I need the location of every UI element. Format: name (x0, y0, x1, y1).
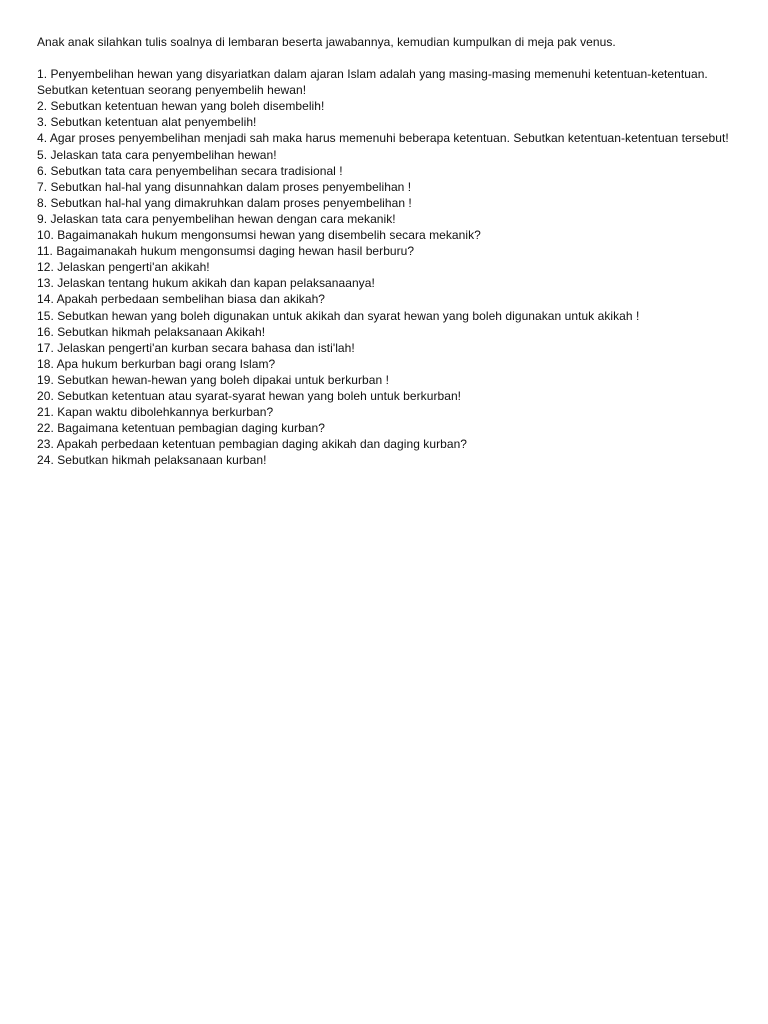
question-item (37, 324, 737, 340)
question-text: Jelaskan pengerti'an akikah! (57, 260, 210, 275)
question-item (37, 114, 737, 130)
question-item (37, 66, 737, 98)
question-text: Jelaskan tata cara penyembelihan hewan dengan cara mekanik! (50, 211, 396, 226)
question-item (37, 340, 737, 356)
question-number: 8. (37, 195, 48, 210)
question-item (37, 452, 737, 468)
question-text: Jelaskan tentang hukum akikah dan kapan pelaksanaanya! (57, 276, 375, 291)
question-number: 13. (37, 276, 54, 291)
question-number: 1. (37, 67, 48, 82)
question-item (37, 130, 737, 146)
question-text: Sebutkan ketentuan atau syarat-syarat hewan yang boleh untuk berkurban! (57, 388, 462, 403)
document-body (37, 34, 737, 468)
question-number: 4. (37, 131, 48, 146)
question-text: Sebutkan tata cara penyembelihan secara tradisional ! (50, 163, 343, 178)
question-text: Penyembelihan hewan yang disyariatkan dalam ajaran Islam adalah yang masing-masing memenuhi ketentuan-ketentuan. Sebutkan ketentuan seorang penyembelih hewan! (37, 67, 708, 98)
question-text: Kapan waktu dibolehkannya berkurban? (57, 405, 274, 420)
question-item (37, 147, 737, 163)
question-item (37, 420, 737, 436)
question-text: Apa hukum berkurban bagi orang Islam? (56, 356, 276, 371)
question-text: Jelaskan pengerti'an kurban secara bahasa dan isti'lah! (57, 340, 355, 355)
question-number: 18. (37, 356, 54, 371)
question-number: 2. (37, 99, 48, 114)
question-item (37, 388, 737, 404)
question-number: 20. (37, 388, 54, 403)
question-number: 22. (37, 421, 54, 436)
question-number: 9. (37, 211, 48, 226)
question-text: Bagaimanakah hukum mengonsumsi daging hewan hasil berburu? (56, 244, 415, 259)
question-number: 24. (37, 453, 54, 468)
question-text: Apakah perbedaan ketentuan pembagian daging akikah dan daging kurban? (56, 437, 468, 452)
question-text: Sebutkan hikmah pelaksanaan kurban! (57, 453, 267, 468)
question-item (37, 308, 737, 324)
question-item (37, 259, 737, 275)
question-item (37, 243, 737, 259)
question-number: 12. (37, 260, 54, 275)
question-item (37, 98, 737, 114)
question-text: Bagaimanakah hukum mengonsumsi hewan yang disembelih secara mekanik? (57, 228, 481, 243)
question-text: Sebutkan ketentuan hewan yang boleh disembelih! (50, 99, 325, 114)
question-number: 23. (37, 437, 54, 452)
question-number: 6. (37, 163, 48, 178)
question-text: Sebutkan hewan-hewan yang boleh dipakai untuk berkurban ! (57, 372, 389, 387)
question-text: Sebutkan hikmah pelaksanaan Akikah! (57, 324, 266, 339)
question-item (37, 275, 737, 291)
question-item (37, 195, 737, 211)
question-number: 14. (37, 292, 54, 307)
question-item (37, 372, 737, 388)
question-number: 15. (37, 308, 54, 323)
question-number: 10. (37, 228, 54, 243)
question-number: 19. (37, 372, 54, 387)
question-list (37, 66, 737, 468)
question-item (37, 436, 737, 452)
question-item (37, 227, 737, 243)
question-number: 17. (37, 340, 54, 355)
question-number: 3. (37, 115, 48, 130)
question-item (37, 356, 737, 372)
question-item (37, 163, 737, 179)
question-text: Jelaskan tata cara penyembelihan hewan! (50, 147, 277, 162)
question-item (37, 291, 737, 307)
question-text: Sebutkan hal-hal yang dimakruhkan dalam proses penyembelihan ! (50, 195, 412, 210)
question-number: 21. (37, 405, 54, 420)
question-text: Agar proses penyembelihan menjadi sah maka harus memenuhi beberapa ketentuan. Sebutkan ketentuan-ketentuan tersebut! (49, 131, 729, 146)
question-number: 11. (37, 244, 53, 259)
question-text: Sebutkan hal-hal yang disunnahkan dalam proses penyembelihan ! (50, 179, 412, 194)
question-text: Sebutkan hewan yang boleh digunakan untuk akikah dan syarat hewan yang boleh digunakan untuk akikah ! (57, 308, 640, 323)
question-number: 16. (37, 324, 54, 339)
question-number: 7. (37, 179, 48, 194)
question-text: Apakah perbedaan sembelihan biasa dan akikah? (56, 292, 326, 307)
question-text: Bagaimana ketentuan pembagian daging kurban? (57, 421, 325, 436)
question-text: Sebutkan ketentuan alat penyembelih! (50, 115, 257, 130)
question-number: 5. (37, 147, 48, 162)
question-item (37, 211, 737, 227)
intro-paragraph: Anak anak silahkan tulis soalnya di lembaran beserta jawabannya, kemudian kumpulkan di meja pak venus. (37, 35, 616, 49)
question-item (37, 404, 737, 420)
question-item (37, 179, 737, 195)
